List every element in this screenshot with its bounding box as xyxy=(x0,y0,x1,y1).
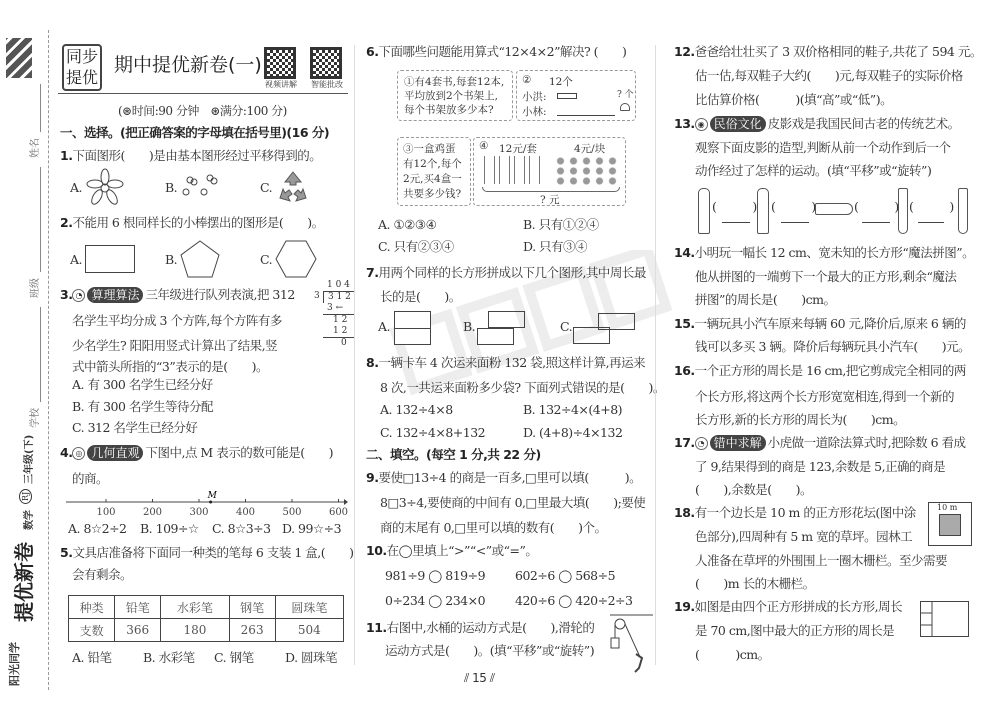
q16-line2: 个长方形,将这两个长方形宽宽相连,得到一个新的 xyxy=(695,389,954,404)
q19-number: 19. xyxy=(674,599,695,614)
q5 xyxy=(60,544,353,562)
box2-xiaohong: 小洪: xyxy=(522,91,547,103)
table-header-cell: 铅笔 xyxy=(115,596,161,619)
subject-label: 数学 xyxy=(24,510,35,530)
q19 xyxy=(674,598,902,616)
compare-circle[interactable]: ◯ xyxy=(428,593,442,608)
section-choice-title: 一、选择。(把正确答案的字母填在括号里)(16 分) xyxy=(60,125,330,140)
compare-2 xyxy=(515,567,615,585)
q2-text: 不能用 6 根同样长的小棒摆出的图形是( )。 xyxy=(72,215,324,230)
box1-line: 平均放到2个书架上, xyxy=(404,90,499,102)
q5-number: 5. xyxy=(60,545,73,560)
q8-line2: 8 次,一共运来面粉多少袋? 下面列式错误的是( )。 xyxy=(380,380,665,395)
name-label: 姓名 xyxy=(30,138,41,158)
flowerbed-square xyxy=(939,514,961,536)
squares-figure xyxy=(920,601,969,637)
q13-line1: 皮影戏是我国民间古老的传统艺术。 xyxy=(767,116,960,131)
flower-clusters-icon xyxy=(180,172,225,202)
header-rule xyxy=(58,93,348,94)
topic-icon: ◔ xyxy=(72,289,85,302)
shadow-puppet-1 xyxy=(698,188,710,234)
q18-line4: ( )m 长的木栅栏。 xyxy=(695,576,815,591)
q4-topic-tag: 几何直观 xyxy=(87,445,143,461)
q3-number: 3. xyxy=(60,287,73,302)
q13-blank-2[interactable]: ( ) xyxy=(771,199,816,214)
q5-option-a: A. 铅笔 xyxy=(72,650,112,665)
table-cell: 263 xyxy=(229,619,275,642)
q7-number: 7. xyxy=(366,265,379,280)
page-number: ⫽ 15 ⫽ xyxy=(464,671,495,685)
q6-box-2 xyxy=(516,70,636,121)
box1-line: 每个书架放多少本? xyxy=(404,104,494,116)
number-line xyxy=(66,490,348,520)
shadow-puppet-2 xyxy=(757,188,769,234)
recycle-icon xyxy=(276,170,310,204)
q1-option-c: C. xyxy=(260,180,273,195)
qr-code-video[interactable] xyxy=(264,47,296,79)
q13-blank-1[interactable]: ( ) xyxy=(712,199,757,214)
division-quotient: 1 0 4 xyxy=(327,280,350,290)
compare-circle[interactable]: ◯ xyxy=(558,593,572,608)
division-remainder: 0 xyxy=(323,337,354,349)
q4-number: 4. xyxy=(60,445,73,460)
q9-line3: 商的末尾有 0,□里可以填的数有( )个。 xyxy=(380,520,607,535)
q17-line2: 了 9,结果得到的商是 123,余数是 5,正确的商是 xyxy=(695,459,946,474)
q17-topic-tag: 错中求解 xyxy=(710,435,766,451)
hexagon-shape xyxy=(275,240,317,278)
box1-line: ①有4套书,每套12本, xyxy=(404,76,505,88)
compare-4 xyxy=(515,592,632,610)
q14-line1: 小明玩一幅长 12 cm、宽未知的长方形“魔法拼图”。 xyxy=(694,245,975,260)
division-step2: 1 2 xyxy=(323,314,354,326)
q6-text: 下面哪些问题能用算式“12×4×2”解决? ( ) xyxy=(378,44,627,59)
shadow-puppet-5 xyxy=(958,188,968,234)
box2-xiaolin: 小林: xyxy=(522,106,547,118)
q1-option-a: A. xyxy=(70,180,83,195)
q11-number: 11. xyxy=(366,620,387,635)
compare-circle[interactable]: ◯ xyxy=(558,568,572,583)
q4-option-a: A. 8☆2÷2 xyxy=(68,521,127,536)
topic-icon: ◎ xyxy=(72,447,85,460)
compare-circle[interactable]: ◯ xyxy=(428,568,442,583)
q9-number: 9. xyxy=(366,470,379,485)
arrow-icon xyxy=(781,222,809,223)
q6-box-4 xyxy=(473,137,626,206)
logo-line2: 提优 xyxy=(65,68,98,87)
table-header-cell: 种类 xyxy=(69,596,115,619)
table-cell: 支数 xyxy=(69,619,115,642)
q11-line2: 运动方式是( )。(填“平移”或“旋转”) xyxy=(385,643,595,658)
box4-question: ? 元 xyxy=(540,194,560,206)
q1 xyxy=(60,147,321,165)
q9-line1: 要使□13÷4 的商是一百多,□里可以填( )。 xyxy=(378,470,642,485)
q5-line2: 会有剩余。 xyxy=(72,567,133,582)
q15-line2: 钱可以多买 3 辆。降价后每辆玩具小汽车( )元。 xyxy=(695,339,971,354)
box3-line: 有12个,每个 xyxy=(403,158,462,170)
q7-option-c: C. xyxy=(560,319,573,334)
tick-label: 300 xyxy=(189,507,209,518)
q10-text: 在◯里填上“>”“<”或“=”。 xyxy=(386,543,538,558)
q18-number: 18. xyxy=(674,505,695,520)
box3-line: 2元,买4盒一 xyxy=(403,173,462,185)
box2-question: ? 个 xyxy=(617,90,634,100)
page-title: 期中提优新卷(一) xyxy=(114,54,262,76)
q8-option-a: A. 132÷4×8 xyxy=(380,402,453,417)
offset-rectangle-top xyxy=(488,311,525,328)
expr: 420÷6 xyxy=(515,593,555,608)
q7 xyxy=(366,264,646,282)
q6-option-b: B. 只有①②④ xyxy=(523,217,599,232)
q3-topic-tag: 算理算法 xyxy=(87,287,143,303)
q13-line2: 观察下面皮影的造型,判断从前一个动作到后一个 xyxy=(695,140,951,155)
school-label: 学校 xyxy=(30,408,41,428)
class-field[interactable] xyxy=(40,167,41,272)
topic-icon: ◔ xyxy=(695,437,708,450)
q2-number: 2. xyxy=(60,215,73,230)
q7-option-a: A. xyxy=(378,319,391,334)
point-m xyxy=(209,501,212,504)
q8 xyxy=(366,354,645,372)
book-sets-icon xyxy=(482,156,542,184)
compare-1 xyxy=(385,567,485,585)
expr: 420÷2÷3 xyxy=(575,593,633,608)
column-divider xyxy=(354,45,355,665)
point-m-label: M xyxy=(207,491,217,501)
q6 xyxy=(366,43,626,61)
q2-option-a: A. xyxy=(70,252,83,267)
q15-line1: 一辆玩具小汽车原来每辆 60 元,降价后,原来 6 辆的 xyxy=(694,316,966,331)
tick-label: 200 xyxy=(142,507,163,518)
q17-number: 17. xyxy=(674,435,695,450)
qr-code-grading[interactable] xyxy=(310,47,342,79)
division-step3: 1 2 xyxy=(333,326,348,336)
pentagon-shape xyxy=(180,240,220,278)
qr-video-label: 视频讲解 xyxy=(265,80,297,89)
q3-option-b: B. 有 300 名学生等待分配 xyxy=(72,399,213,414)
pulley-figure xyxy=(608,612,653,674)
table-cell: 180 xyxy=(161,619,229,642)
flower-icon xyxy=(85,168,125,208)
cake-icon xyxy=(620,103,630,111)
q6-number: 6. xyxy=(366,44,379,59)
q8-option-c: C. 132÷4×8+132 xyxy=(380,425,486,440)
q6-option-d: D. 只有③④ xyxy=(523,239,588,254)
box3-line: ③一盒鸡蛋 xyxy=(403,143,456,155)
table-header-cell: 水彩笔 xyxy=(161,596,229,619)
expr: 602÷6 xyxy=(515,568,555,583)
q3 xyxy=(60,286,295,304)
q1-number: 1. xyxy=(60,148,73,163)
page-number-value: 15 xyxy=(472,671,487,685)
q11-line1: 右图中,水桶的运动方式是( ),滑轮的 xyxy=(386,620,595,635)
long-division xyxy=(314,280,354,349)
q3-line2: 名学生平均分成 3 个方阵,每个方阵有多 xyxy=(72,313,282,328)
q4-option-c: C. 8☆3÷3 xyxy=(212,521,271,536)
division-step1: 3 ← xyxy=(327,303,344,313)
column-divider xyxy=(655,45,656,665)
brand-logo: 阳光同学 xyxy=(8,642,21,686)
q7-line1: 用两个同样的长方形拼成以下几个图形,其中周长最 xyxy=(378,265,646,280)
q3-option-a: A. 有 300 名学生已经分好 xyxy=(72,377,213,392)
q19-line1: 如图是由四个正方形拼成的长方形,周长 xyxy=(694,599,903,614)
box3-line: 共要多少钱? xyxy=(403,188,462,200)
flowerbed-side-label: 10 m xyxy=(937,503,958,512)
q1-text: 下面图形( )是由基本图形经过平移得到的。 xyxy=(72,148,322,163)
q4-option-d: D. 99☆÷3 xyxy=(282,521,342,536)
q3-line1: 三年级进行队列表演,把 312 xyxy=(145,287,295,302)
table-row xyxy=(69,619,344,642)
q13-topic-tag: 民俗文化 xyxy=(710,116,766,132)
q8-option-d: D. (4+8)÷4×132 xyxy=(523,425,623,440)
q18-line2: 色部分),四周种有 5 m 宽的草坪。园林工 xyxy=(695,529,913,544)
shadow-puppet-4 xyxy=(898,188,908,234)
book-price: 12元/套 xyxy=(499,143,537,155)
exam-info: (⊛时间:90 分钟 ⊛满分:100 分) xyxy=(118,104,287,118)
section-fill-title: 二、填空。(每空 1 分,共 22 分) xyxy=(366,447,541,462)
box2-count: 12个 xyxy=(549,76,573,88)
q4-line1: 下图中,点 M 表示的数可能是( ) xyxy=(145,445,333,460)
binding-strip xyxy=(0,30,52,690)
shadow-puppet-3 xyxy=(815,203,853,215)
erasers-icon xyxy=(554,156,619,186)
q2-option-c: C. xyxy=(260,252,273,267)
offset-rectangle-bottom xyxy=(477,328,514,345)
logo-box xyxy=(62,44,102,91)
q8-line1: 一辆卡车 4 次运来面粉 132 袋,照这样计算,再运来 xyxy=(378,355,646,370)
q13-line3: 动作经过了怎样的运动。(填“平移”或“旋转”) xyxy=(695,163,932,178)
q18-line1: 有一个边长是 10 m 的正方形花坛(图中涂 xyxy=(694,505,916,520)
q3-line4: 式中箭头所指的“3”表示的是( )。 xyxy=(72,359,268,374)
q2 xyxy=(60,214,324,232)
bar-long xyxy=(557,115,615,116)
q16-number: 16. xyxy=(674,363,695,378)
q9-line2: 8□3÷4,要使商的中间有 0,□里最大填( );要使 xyxy=(380,495,646,510)
arrow-icon xyxy=(918,222,944,223)
table-cell: 504 xyxy=(275,619,343,642)
q19-line3: ( )cm。 xyxy=(695,647,770,662)
step-rectangle-bottom xyxy=(573,327,610,344)
q6-box-3 xyxy=(397,137,471,206)
school-field[interactable] xyxy=(40,307,41,402)
tick-label: 500 xyxy=(282,507,302,518)
q14-number: 14. xyxy=(674,245,695,260)
pen-table xyxy=(68,595,344,642)
q13 xyxy=(674,115,960,133)
q14 xyxy=(674,244,974,262)
q17 xyxy=(674,434,966,452)
eraser-price: 4元/块 xyxy=(574,143,606,155)
q8-number: 8. xyxy=(366,355,379,370)
class-label: 班级 xyxy=(30,278,41,298)
q4 xyxy=(60,444,333,462)
expr: 234×0 xyxy=(445,593,486,608)
q10-number: 10. xyxy=(366,543,387,558)
q7-line2: 长的是( )。 xyxy=(380,289,461,304)
q13-number: 13. xyxy=(674,116,695,131)
q7-option-b: B. xyxy=(463,319,476,334)
stacked-rectangles xyxy=(394,311,431,345)
q5-option-c: C. 钢笔 xyxy=(214,650,254,665)
stripes-decoration xyxy=(6,38,32,78)
rectangle-shape xyxy=(85,245,135,273)
q6-option-a: A. ①②③④ xyxy=(378,217,437,232)
q4-line2: 的商。 xyxy=(72,471,109,486)
q14-line2: 他从拼图的一端剪下一个最大的正方形,剩余“魔法 xyxy=(695,269,957,284)
tick-label: 100 xyxy=(96,507,116,518)
bar-short xyxy=(557,93,577,99)
division-divisor: 3 xyxy=(314,291,320,301)
expr: 819÷9 xyxy=(445,568,486,583)
q11 xyxy=(366,619,594,637)
grade-label: 三年级(下) xyxy=(24,434,35,484)
q12 xyxy=(674,43,982,61)
q1-option-b: B. xyxy=(165,180,178,195)
q18 xyxy=(674,504,916,522)
tick-label: 400 xyxy=(235,507,256,518)
logo-line1: 同步 xyxy=(65,47,98,66)
box2-number: ② xyxy=(522,74,532,86)
arrow-icon xyxy=(722,222,750,223)
q13-blank-4[interactable]: ( ) xyxy=(909,199,954,214)
division-dividend: 3 1 2 xyxy=(323,292,354,303)
q18-line3: 人准备在草坪的外围围上一圈木栅栏。至少需要 xyxy=(695,553,948,568)
q13-blank-3[interactable]: ( ) xyxy=(854,199,899,214)
q5-option-b: B. 水彩笔 xyxy=(143,650,195,665)
q5-line1: 文具店准备将下面同一种类的笔每 6 支装 1 盒,( ) xyxy=(72,545,354,560)
q17-line1: 小虎做一道除法算式时,把除数 6 看成 xyxy=(767,435,966,450)
q17-line3: ( ),余数是( )。 xyxy=(695,482,812,497)
q3-option-c: C. 312 名学生已经分好 xyxy=(72,420,198,435)
q2-option-b: B. xyxy=(165,252,178,267)
q15 xyxy=(674,315,966,333)
q14-line3: 拼图”的周长是( )cm。 xyxy=(695,292,836,307)
expr: 981÷9 xyxy=(385,568,425,583)
q6-box-1 xyxy=(397,70,513,121)
q15-number: 15. xyxy=(674,316,695,331)
series-title: 提优新卷 xyxy=(12,542,36,622)
arrow-icon xyxy=(862,222,890,223)
table-header-cell: 钢笔 xyxy=(229,596,275,619)
q6-option-c: C. 只有②③④ xyxy=(378,239,454,254)
edition-badge: RJ xyxy=(19,489,32,504)
q4-option-b: B. 109÷☆ xyxy=(140,521,199,536)
q3-line3: 少名学生? 阳阳用竖式计算出了结果,竖 xyxy=(72,338,278,353)
cut-line xyxy=(48,30,49,690)
q12-line3: 比估算价格( )(填“高”或“低”)。 xyxy=(695,92,893,107)
q12-line2: 估一估,每双鞋子大约( )元,每双鞋子的实际价格 xyxy=(695,68,963,83)
q16-line1: 一个正方形的周长是 16 cm,把它剪成完全相同的两 xyxy=(694,363,966,378)
qr-grading-label: 智能批改 xyxy=(311,80,343,89)
table-header-cell: 圆珠笔 xyxy=(275,596,343,619)
q16-line3: 长方形,新的长方形的周长为( )cm。 xyxy=(695,412,906,427)
flowerbed-figure xyxy=(928,502,972,546)
q9 xyxy=(366,469,641,487)
q8-option-b: B. 132÷4×(4+8) xyxy=(523,402,623,417)
q10 xyxy=(366,542,537,560)
compare-3 xyxy=(385,592,485,610)
q19-line2: 是 70 cm,图中最大的正方形的周长是 xyxy=(695,623,895,638)
q12-line1: 爸爸给壮壮买了 3 双价格相同的鞋子,共花了 594 元。 xyxy=(694,44,982,59)
box4-number: ④ xyxy=(479,140,489,152)
expr: 568÷5 xyxy=(575,568,616,583)
tick-label: 600 xyxy=(328,507,348,518)
name-field[interactable] xyxy=(40,84,41,132)
q5-option-d: D. 圆珠笔 xyxy=(285,650,338,665)
topic-icon: ◉ xyxy=(695,118,708,131)
table-header-row xyxy=(69,596,344,619)
expr: 0÷234 xyxy=(385,593,425,608)
table-cell: 366 xyxy=(115,619,161,642)
q16 xyxy=(674,362,966,380)
q12-number: 12. xyxy=(674,44,695,59)
